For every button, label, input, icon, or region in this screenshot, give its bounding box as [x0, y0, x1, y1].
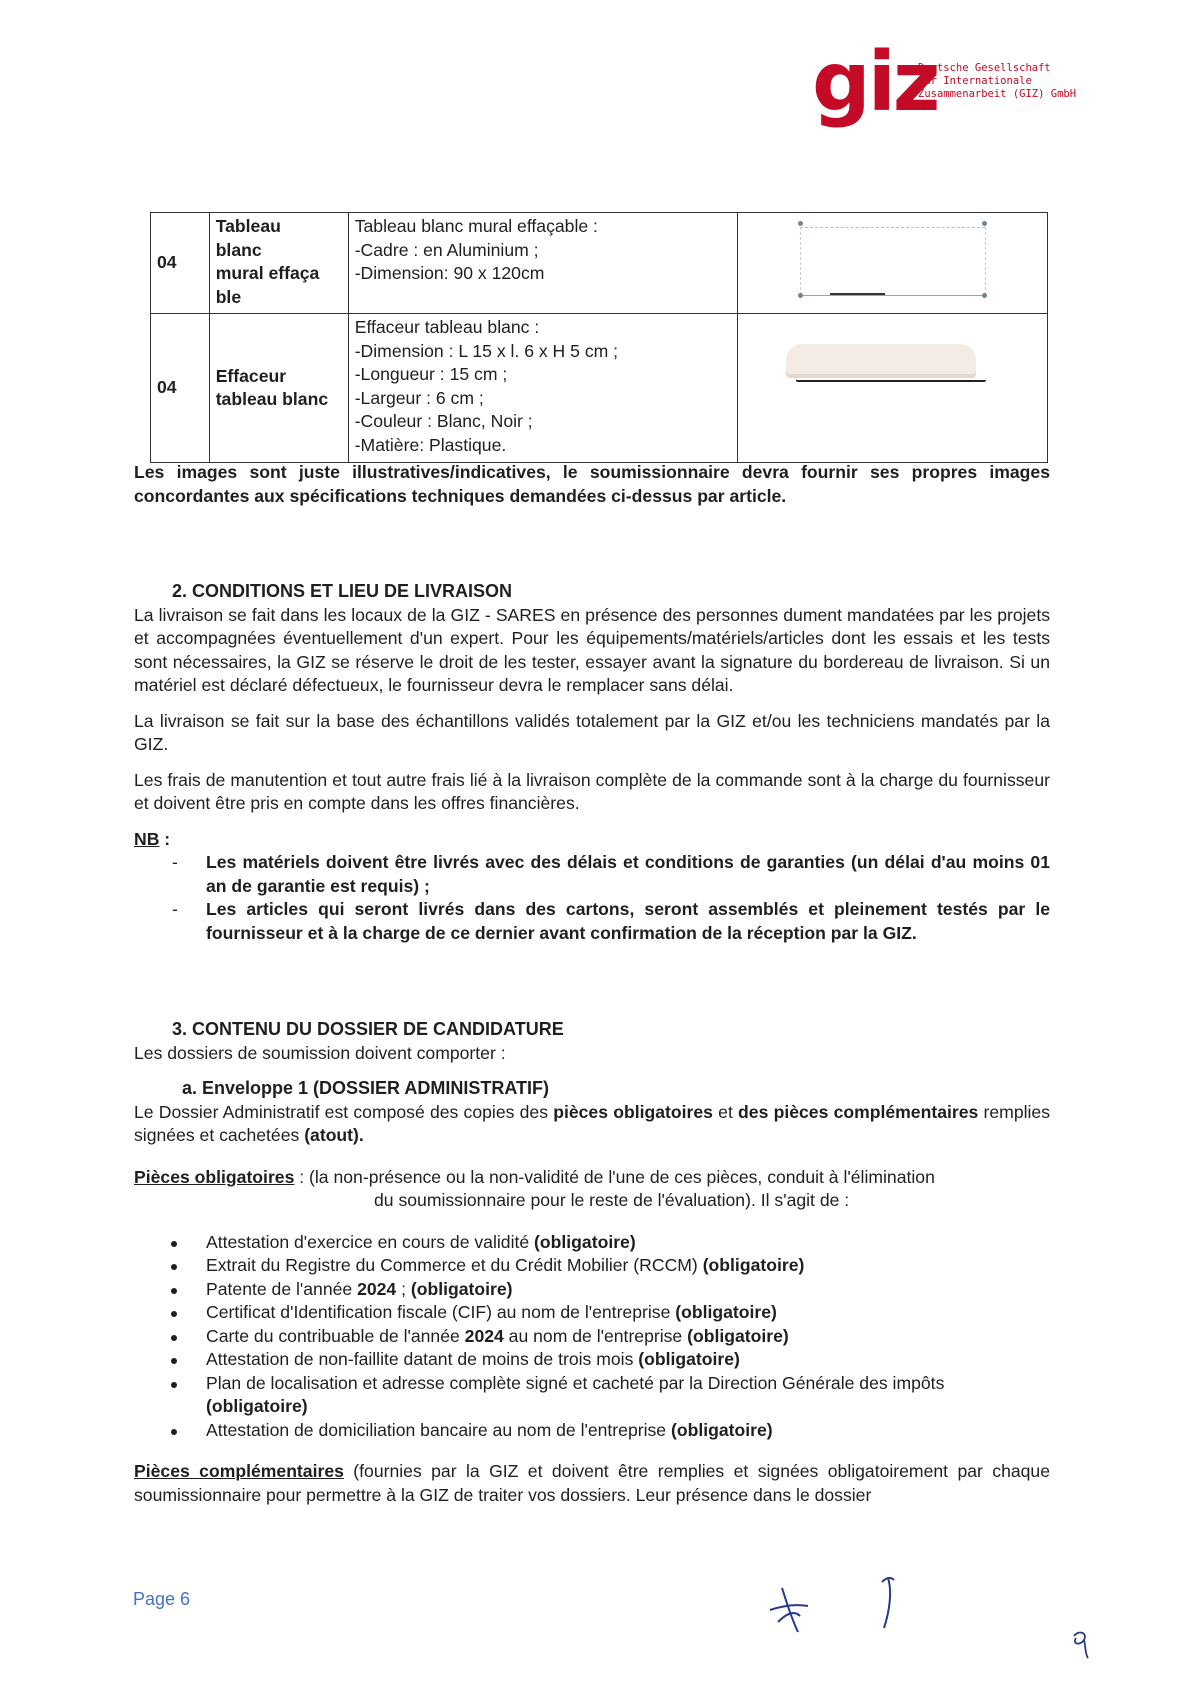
item-spec-line: -Cadre : en Aluminium ;: [354, 239, 539, 260]
item-spec-line: -Matière: Plastique.: [354, 434, 507, 455]
item-spec-line: -Couleur : Blanc, Noir ;: [354, 411, 533, 431]
sub-heading: a. Enveloppe 1 (DOSSIER ADMINISTRATIF): [182, 1078, 550, 1098]
paragraph-text: La livraison se fait sur la base des échantillons validés totalement par la GIZ et/ou les techniciens mandatés par la GIZ.: [134, 710, 1050, 754]
item-spec-line: -Dimension: 90 x 120cm: [354, 263, 545, 283]
logo-text: [918, 62, 1076, 101]
compl-label: Pièces complémentaires: [134, 1461, 344, 1481]
item-name-line: Tableau: [215, 216, 281, 236]
items-table: [150, 212, 1048, 463]
bold-text: (atout).: [304, 1125, 364, 1145]
text: remplies signées et cachetées: [134, 1101, 1050, 1145]
paragraph-text: Les frais de manutention et tout autre frais lié à la livraison complète de la commande sont à la charge du fournisseur et doivent être pris en compte dans les offres financières.: [134, 769, 1050, 813]
nb-label: NB: [134, 828, 160, 849]
logo-line-2: für Internationale: [918, 75, 1032, 87]
pieces-obligatoires: [134, 1166, 1050, 1213]
bold-text: pièces obligatoires: [553, 1101, 713, 1122]
bold-text: des pièces complémentaires: [738, 1101, 979, 1122]
table-row: [151, 213, 1048, 314]
logo-line-1: Deutsche Gesellschaft: [918, 62, 1051, 74]
item-spec-line: Effaceur tableau blanc :: [354, 317, 540, 337]
list-item: Plan de localisation et adresse complète signé et cacheté par la Direction Générale des impôts (obligatoire): [134, 1372, 1050, 1419]
item-name: [209, 213, 348, 314]
section-application: [134, 1018, 1050, 1507]
pieces-text-2: du soumissionnaire pour le reste de l'évaluation). Il s'agit de :: [374, 1190, 850, 1210]
list-item: Attestation de non-faillite datant de moins de trois mois (obligatoire): [134, 1348, 1050, 1372]
list-item: Extrait du Registre du Commerce et du Crédit Mobilier (RCCM) (obligatoire): [134, 1254, 1050, 1278]
eraser-image: [786, 344, 986, 394]
item-spec-line: Tableau blanc mural effaçable :: [354, 216, 598, 236]
item-name-line: blanc: [215, 239, 262, 260]
item-number: 04: [151, 314, 210, 463]
item-spec-line: -Dimension : L 15 x l. 6 x H 5 cm ;: [354, 340, 619, 361]
admin-paragraph: [134, 1101, 1050, 1148]
item-spec-line: -Largeur : 6 cm ;: [354, 387, 484, 408]
pieces-complementaires: [134, 1460, 1050, 1507]
pieces-label: Pièces obligatoires: [134, 1166, 295, 1187]
section-intro: Les dossiers de soumission doivent comporter :: [134, 1042, 506, 1063]
list-item: Patente de l'année 2024 ; (obligatoire): [134, 1278, 1050, 1302]
nb-colon: :: [159, 828, 171, 849]
image-note: Les images sont juste illustratives/indicatives, le soumissionnaire devra fournir ses propres images concordantes aux spécifications techniques demandées ci-dessus par article.: [134, 462, 1050, 506]
item-name-line: mural effaça: [215, 263, 320, 283]
text: Le Dossier Administratif est composé des copies des: [134, 1101, 554, 1122]
page-number: Page 6: [133, 1589, 191, 1609]
logo-mark: giz: [812, 35, 938, 130]
item-spec-line: -Longueur : 15 cm ;: [354, 364, 508, 384]
item-spec: [348, 213, 737, 314]
paragraph: [134, 604, 1050, 816]
list-item: Certificat d'Identification fiscale (CIF) au nom de l'entreprise (obligatoire): [134, 1301, 1050, 1325]
item-number: 04: [151, 213, 210, 314]
item-spec: [348, 314, 737, 463]
nb-list: [134, 851, 1050, 945]
handwritten-initials: [760, 1570, 910, 1640]
list-item: - Les articles qui seront livrés dans des cartons, seront assemblés et pleinement testés par le fournisseur et à la charge de ce dernier avant confirmation de la réception par la GIZ.: [134, 898, 1050, 945]
giz-logo: [812, 35, 1112, 130]
pieces-text: : (la non-présence ou la non-validité de l'une de ces pièces, conduit à l'élimination: [294, 1166, 935, 1187]
list-item: Attestation d'exercice en cours de validité (obligatoire): [134, 1231, 1050, 1255]
text: et: [712, 1101, 739, 1122]
list-item: - Les matériels doivent être livrés avec des délais et conditions de garanties (un délai d'au moins 01 an de garantie est requis) ;: [134, 851, 1050, 898]
paragraph-text: La livraison se fait dans les locaux de la GIZ - SARES en présence des personnes dument mandatées par les projets et accompagnées éventuellement d'un expert. Pour les équipements/matériels/articles dont les essais et les tests sont nécessaires, la GIZ se réserve le droit de les tester, essayer avant la signature du bordereau de livraison. Si un matériel est déclaré défectueux, le fournisseur devra le remplacer sans délai.: [134, 604, 1050, 695]
table-row: [151, 314, 1048, 463]
nb-block: [134, 828, 1050, 946]
section-heading: 3. CONTENU DU DOSSIER DE CANDIDATURE: [172, 1019, 564, 1039]
corner-initial: [1068, 1626, 1098, 1662]
documents-list: [134, 1231, 1050, 1443]
section-heading: 2. CONDITIONS ET LIEU DE LIVRAISON: [172, 581, 513, 601]
item-name-line: Effaceur: [215, 365, 287, 386]
section-delivery: [134, 580, 1050, 945]
item-name-line: ble: [215, 286, 242, 307]
list-item: Carte du contribuable de l'année 2024 au nom de l'entreprise (obligatoire): [134, 1325, 1050, 1349]
logo-line-3: Zusammenarbeit (GIZ) GmbH: [918, 88, 1077, 100]
item-image-cell: [737, 314, 1047, 463]
item-image-cell: [737, 213, 1047, 314]
list-item: Attestation de domiciliation bancaire au nom de l'entreprise (obligatoire): [134, 1419, 1050, 1443]
nb-heading: [134, 828, 1050, 852]
whiteboard-image: [800, 221, 985, 301]
item-name-line: tableau blanc: [215, 389, 329, 409]
compl-text: (fournies par la GIZ et doivent être remplies et signées obligatoirement par chaque soumissionnaire pour permettre à la GIZ de traiter vos dossiers. Leur présence dans le dossier: [134, 1461, 1050, 1505]
item-name: [209, 314, 348, 463]
